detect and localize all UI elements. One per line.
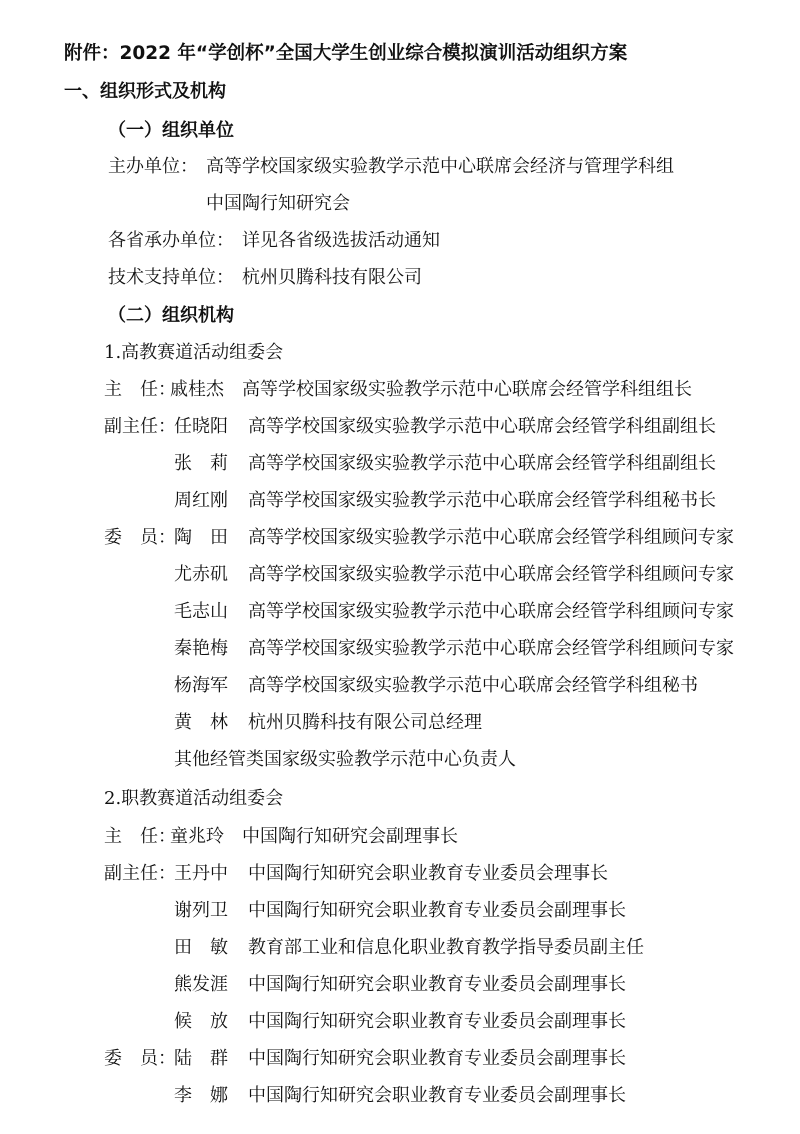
member-row: [104, 563, 744, 587]
other-members-note: 其他经管类国家级实验教学示范中心负责人: [174, 749, 516, 770]
tech-row: [108, 266, 708, 290]
host-value-2: 中国陶行知研究会: [206, 193, 350, 214]
member-desc: 高等学校国家级实验教学示范中心联席会经管学科组秘书: [248, 675, 698, 696]
tech-value: 杭州贝腾科技有限公司: [242, 267, 422, 288]
member-name: 秦艳梅: [174, 638, 228, 659]
host-label: 主办单位：: [108, 156, 198, 177]
member-desc: 中国陶行知研究会职业教育专业委员会副理事长: [248, 1048, 626, 1069]
member-desc: 高等学校国家级实验教学示范中心联席会经管学科组秘书长: [248, 490, 716, 511]
member-row: [104, 862, 744, 886]
member-row: [104, 378, 744, 402]
member-row: [104, 936, 744, 960]
member-row: [104, 711, 744, 735]
member-name: 熊发涯: [174, 974, 228, 995]
member-role: 主 任：: [104, 379, 176, 400]
member-row: [104, 899, 744, 923]
member-desc: 杭州贝腾科技有限公司总经理: [248, 712, 482, 733]
member-name: 陶 田: [174, 527, 228, 548]
member-row: [104, 973, 744, 997]
member-row: [104, 637, 744, 661]
member-role: 主 任：: [104, 826, 176, 847]
member-row: [104, 825, 744, 849]
member-row: [104, 489, 744, 513]
provincial-value: 详见各省级选拔活动通知: [242, 230, 440, 251]
member-row: [104, 526, 744, 550]
member-row: [104, 600, 744, 624]
member-desc: 高等学校国家级实验教学示范中心联席会经管学科组顾问专家: [248, 601, 734, 622]
member-name: 戚桂杰: [170, 379, 224, 400]
member-name: 陆 群: [174, 1048, 228, 1069]
member-role: 委 员：: [104, 1048, 176, 1069]
member-name: 杨海军: [174, 675, 228, 696]
tech-label: 技术支持单位：: [108, 267, 234, 288]
committee-1-heading: 1.高教赛道活动组委会: [104, 342, 284, 363]
host-row: [108, 155, 768, 179]
member-name: 候 放: [174, 1011, 228, 1032]
provincial-label: 各省承办单位：: [108, 230, 234, 251]
member-row: [104, 1010, 744, 1034]
member-row: [104, 1047, 744, 1071]
member-name: 黄 林: [174, 712, 228, 733]
member-row: [104, 674, 744, 698]
member-desc: 中国陶行知研究会职业教育专业委员会副理事长: [248, 974, 626, 995]
member-name: 毛志山: [174, 601, 228, 622]
member-row: [104, 452, 744, 476]
member-name: 田 敏: [174, 937, 228, 958]
member-desc: 高等学校国家级实验教学示范中心联席会经管学科组顾问专家: [248, 527, 734, 548]
provincial-row: [108, 229, 708, 253]
member-desc: 中国陶行知研究会职业教育专业委员会副理事长: [248, 900, 626, 921]
member-row: [104, 1084, 744, 1108]
member-desc: 高等学校国家级实验教学示范中心联席会经管学科组副组长: [248, 416, 716, 437]
member-name: 任晓阳: [174, 416, 228, 437]
member-row: [104, 415, 744, 439]
member-name: 王丹中: [174, 863, 228, 884]
member-role: 副主任：: [104, 416, 176, 437]
member-role: 委 员：: [104, 527, 176, 548]
member-desc: 高等学校国家级实验教学示范中心联席会经管学科组顾问专家: [248, 564, 734, 585]
member-name: 童兆玲: [170, 826, 224, 847]
member-desc: 中国陶行知研究会职业教育专业委员会副理事长: [248, 1011, 626, 1032]
member-desc: 高等学校国家级实验教学示范中心联席会经管学科组组长: [242, 379, 692, 400]
subsection-heading-structure: （二）组织机构: [108, 305, 234, 326]
member-desc: 高等学校国家级实验教学示范中心联席会经管学科组副组长: [248, 453, 716, 474]
member-name: 尤赤矶: [174, 564, 228, 585]
committee-2-heading: 2.职教赛道活动组委会: [104, 788, 284, 809]
subsection-heading-organizers: （一）组织单位: [108, 120, 234, 141]
member-name: 谢列卫: [174, 900, 228, 921]
host-value-1: 高等学校国家级实验教学示范中心联席会经济与管理学科组: [206, 156, 674, 177]
member-desc: 中国陶行知研究会职业教育专业委员会副理事长: [248, 1085, 626, 1106]
member-desc: 中国陶行知研究会职业教育专业委员会理事长: [248, 863, 608, 884]
member-desc: 教育部工业和信息化职业教育教学指导委员副主任: [248, 937, 644, 958]
member-desc: 中国陶行知研究会副理事长: [242, 826, 458, 847]
member-name: 周红刚: [174, 490, 228, 511]
page-title: 附件：2022 年“学创杯”全国大学生创业综合模拟演训活动组织方案: [64, 43, 628, 64]
member-role: 副主任：: [104, 863, 176, 884]
member-name: 李 娜: [174, 1085, 228, 1106]
member-desc: 高等学校国家级实验教学示范中心联席会经管学科组顾问专家: [248, 638, 734, 659]
section-heading-1: 一、组织形式及机构: [64, 81, 226, 102]
member-name: 张 莉: [174, 453, 228, 474]
